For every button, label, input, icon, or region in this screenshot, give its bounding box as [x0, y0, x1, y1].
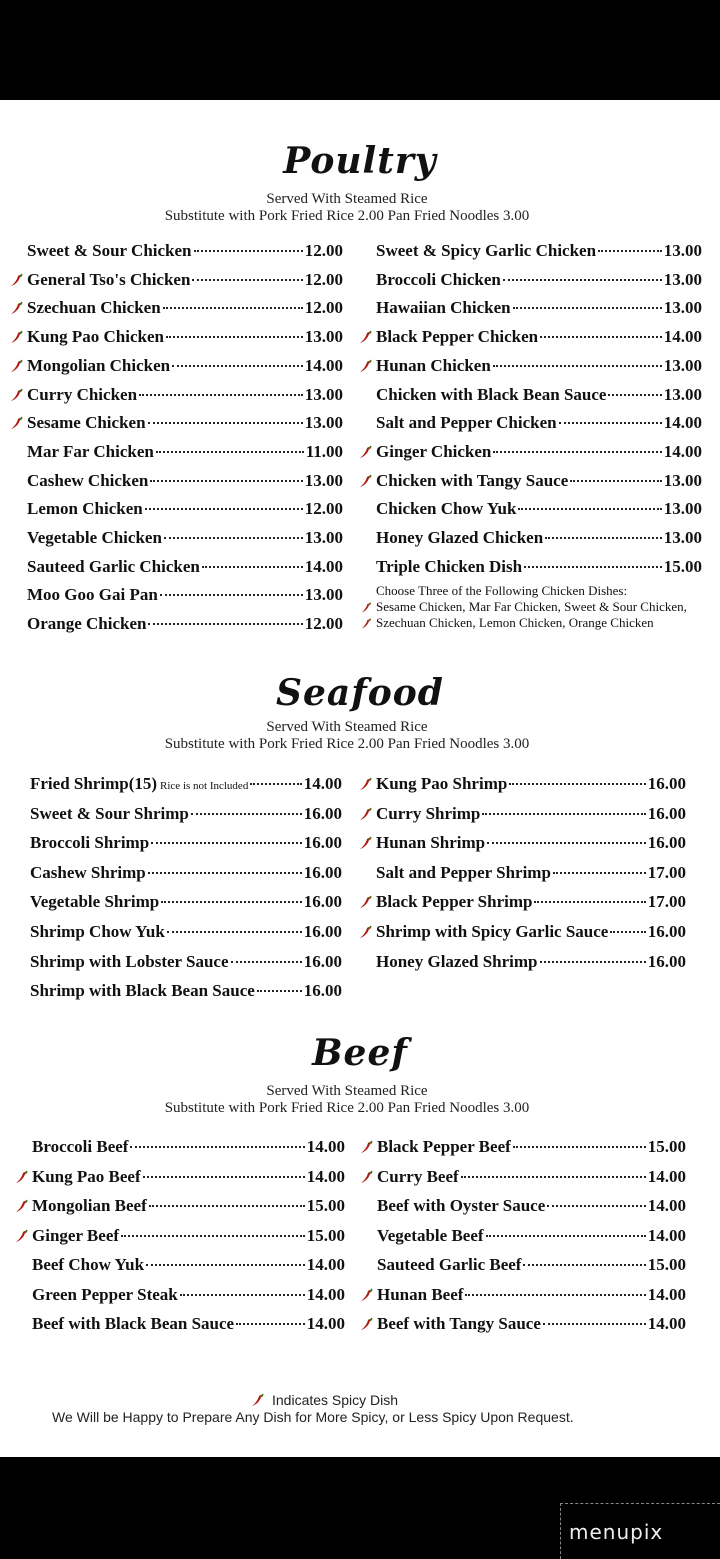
menu-item-price: 15.00 [663, 556, 702, 576]
menu-item [27, 238, 343, 264]
menu-item-name: Ginger Beef [32, 1225, 120, 1245]
dot-leader [151, 842, 302, 844]
menu-item-price: 13.00 [663, 384, 702, 404]
menu-item-name: Sweet & Sour Chicken [27, 241, 192, 260]
menu-item [27, 525, 343, 551]
chili-pepper-icon [359, 1316, 375, 1332]
menu-item [377, 1311, 686, 1337]
menu-item-name: Sauteed Garlic Beef [377, 1255, 522, 1274]
section-substitute-seafood: Substitute with Pork Fried Rice 2.00 Pan Fried Noodles 3.00 [164, 736, 530, 752]
menu-item [32, 1282, 345, 1308]
menu-item [32, 1193, 345, 1219]
menu-item-price: 16.00 [647, 922, 686, 941]
menu-item-price: 14.00 [663, 413, 702, 433]
menu-item-price: 13.00 [663, 298, 702, 318]
dot-leader [231, 961, 302, 963]
dot-leader [465, 1294, 645, 1296]
menu-item-price: 13.00 [663, 269, 702, 289]
menu-item [32, 1223, 345, 1249]
menu-item [376, 295, 702, 321]
dot-leader [160, 594, 303, 596]
dot-leader [553, 872, 646, 874]
menu-item-name: Broccoli Beef [32, 1137, 129, 1156]
menu-item-name: Black Pepper Chicken [376, 327, 539, 347]
menu-item-name: Black Pepper Shrimp [376, 892, 533, 912]
menu-item-name: Chicken with Black Bean Sauce [376, 384, 607, 404]
section-substitute-poultry: Substitute with Pork Fried Rice 2.00 Pan Fried Noodles 3.00 [164, 208, 530, 224]
section-substitute-beef: Substitute with Pork Fried Rice 2.00 Pan Fried Noodles 3.00 [164, 1100, 530, 1116]
dot-leader [493, 451, 661, 453]
dot-leader [503, 279, 662, 281]
menu-item-name: Hunan Chicken [376, 355, 491, 375]
menu-item-price: 14.00 [306, 1284, 345, 1304]
menu-item [376, 919, 686, 945]
menu-item [27, 324, 343, 350]
menu-item-price: 16.00 [647, 803, 686, 823]
menu-item-name: Orange Chicken [27, 614, 147, 634]
dot-leader [148, 623, 302, 625]
menu-item-price: 14.00 [306, 1137, 345, 1156]
menu-item-price: 14.00 [306, 1314, 345, 1333]
menu-item [376, 801, 686, 827]
menu-item-name: Honey Glazed Chicken [376, 528, 544, 547]
dot-leader [487, 842, 646, 844]
menu-item-name: Vegetable Chicken [27, 528, 162, 547]
menu-item-price: 14.00 [306, 1166, 345, 1186]
menu-item-name: Shrimp with Black Bean Sauce [30, 981, 255, 1001]
menu-item-note: Rice is not Included [160, 780, 249, 792]
menu-item [376, 949, 686, 975]
dot-leader [547, 1205, 646, 1207]
menu-item [32, 1252, 345, 1278]
menu-item [377, 1223, 686, 1249]
dot-leader [156, 451, 304, 453]
menu-item-name: Szechuan Chicken [27, 298, 161, 318]
menu-item-price: 16.00 [647, 774, 686, 793]
dot-leader [545, 537, 662, 539]
chili-pepper-icon [358, 444, 374, 460]
menu-item [376, 238, 702, 264]
dot-leader [172, 365, 303, 367]
menu-item-price: 13.00 [304, 327, 343, 347]
chili-pepper-icon [9, 358, 25, 374]
chili-pepper-icon [250, 1392, 266, 1408]
section-title-seafood: Seafood [276, 672, 444, 714]
dot-leader [534, 901, 645, 903]
menu-item-price: 16.00 [303, 922, 342, 941]
menu-item-price: 14.00 [663, 327, 702, 347]
menu-item [30, 860, 342, 886]
menu-item-price: 15.00 [647, 1255, 686, 1274]
dot-leader [540, 336, 662, 338]
section-title-poultry: Poultry [283, 140, 437, 182]
menu-item-name: Mongolian Chicken [27, 355, 171, 375]
menu-item [377, 1193, 686, 1219]
dot-leader [257, 990, 302, 992]
menu-item-price: 16.00 [303, 803, 342, 823]
dot-leader [139, 394, 303, 396]
menu-item [377, 1134, 686, 1160]
dot-leader [513, 1146, 646, 1148]
menu-item [30, 801, 342, 827]
menu-item [376, 830, 686, 856]
menu-item-name: Salt and Pepper Shrimp [376, 862, 551, 882]
menu-item-name: Beef with Oyster Sauce [377, 1196, 546, 1215]
section-note-beef: Served With Steamed Rice [266, 1083, 428, 1099]
menu-item [30, 949, 342, 975]
menu-item-name: Mongolian Beef [32, 1196, 147, 1215]
menu-item [27, 554, 343, 580]
section-note-seafood: Served With Steamed Rice [266, 719, 428, 735]
menu-item-name: Kung Pao Beef [32, 1166, 141, 1186]
menu-item-price: 13.00 [304, 413, 343, 433]
menu-item [27, 582, 343, 608]
dot-leader [148, 422, 303, 424]
menu-item-name: Black Pepper Beef [377, 1137, 511, 1156]
menu-item [376, 382, 702, 408]
menu-item-name: Broccoli Shrimp [30, 833, 150, 853]
menu-item-price: 16.00 [303, 981, 342, 1001]
menu-item-price: 16.00 [303, 862, 342, 882]
menu-item-name: Hunan Beef [377, 1284, 464, 1304]
menu-item [376, 525, 702, 551]
dot-leader [513, 307, 662, 309]
menu-item-name: Green Pepper Steak [32, 1284, 178, 1304]
dot-leader [461, 1176, 646, 1178]
menu-item-name: Chicken with Tangy Sauce [376, 470, 569, 490]
menu-item-name: Curry Chicken [27, 384, 138, 404]
menu-item-price: 14.00 [647, 1284, 686, 1304]
menu-item-name: Salt and Pepper Chicken [376, 413, 557, 433]
menu-item-name: Cashew Shrimp [30, 862, 146, 882]
menu-item-price: 16.00 [647, 833, 686, 853]
menu-item-name: Ginger Chicken [376, 441, 492, 461]
dot-leader [164, 537, 303, 539]
chili-pepper-icon [358, 358, 374, 374]
menu-item [30, 830, 342, 856]
menu-item [376, 889, 686, 915]
menu-item-price: 14.00 [303, 774, 342, 793]
menu-item-price: 14.00 [304, 355, 343, 375]
menu-item-name: Fried Shrimp(15) [30, 774, 158, 793]
menu-item [27, 496, 343, 522]
chili-pepper-icon [358, 776, 374, 792]
menu-item-price: 13.00 [304, 585, 343, 605]
menu-item [377, 1282, 686, 1308]
dot-leader [145, 508, 303, 510]
menu-item [30, 771, 342, 797]
menu-item-price: 14.00 [663, 441, 702, 461]
spicy-request-note: We Will be Happy to Prepare Any Dish for More Spicy, or Less Spicy Upon Request. [52, 1409, 574, 1425]
dot-leader [180, 1294, 305, 1296]
menu-item [376, 554, 702, 580]
menu-item-name: Moo Goo Gai Pan [27, 585, 158, 605]
menupix-watermark: menupix [560, 1503, 720, 1559]
chili-pepper-icon [9, 387, 25, 403]
chili-pepper-icon [358, 894, 374, 910]
dot-leader [163, 307, 303, 309]
menu-item-price: 13.00 [663, 528, 702, 547]
dot-leader [486, 1235, 646, 1237]
menu-item-price: 12.00 [304, 241, 343, 260]
dot-leader [523, 1264, 645, 1266]
dot-leader [540, 961, 646, 963]
menu-item [376, 860, 686, 886]
menu-item-price: 13.00 [663, 355, 702, 375]
chili-pepper-icon [359, 1169, 375, 1185]
dot-leader [482, 813, 645, 815]
menu-item [32, 1311, 345, 1337]
chili-pepper-icon [9, 272, 25, 288]
menu-item-price: 17.00 [647, 862, 686, 882]
triple-dish-options-text-1: Sesame Chicken, Mar Far Chicken, Sweet & Sour Chicken, [376, 599, 687, 614]
menu-item-name: Lemon Chicken [27, 499, 143, 519]
menu-item-price: 17.00 [647, 892, 686, 912]
menu-item [30, 919, 342, 945]
menu-item-name: Beef with Black Bean Sauce [32, 1314, 235, 1333]
menu-item-name: Honey Glazed Shrimp [376, 951, 538, 971]
menu-item-name: Beef Chow Yuk [32, 1255, 145, 1274]
chili-pepper-icon [9, 300, 25, 316]
menu-item-name: Sweet & Spicy Garlic Chicken [376, 241, 597, 260]
menu-item [376, 771, 686, 797]
chili-pepper-icon [360, 617, 373, 630]
menu-item [376, 496, 702, 522]
top-black-bar [0, 0, 720, 100]
menu-item [27, 439, 343, 465]
dot-leader [166, 336, 303, 338]
menu-item-price: 13.00 [663, 241, 702, 260]
menu-item [32, 1134, 345, 1160]
menu-item-name: Hunan Shrimp [376, 833, 486, 853]
menu-item-name: Mar Far Chicken [27, 441, 154, 461]
menu-item [376, 324, 702, 350]
menu-item [376, 267, 702, 293]
menu-item-name: Shrimp with Spicy Garlic Sauce [376, 922, 609, 941]
menu-item-name: Sweet & Sour Shrimp [30, 803, 189, 823]
menu-item-name: Hawaiian Chicken [376, 298, 511, 318]
menu-item [376, 353, 702, 379]
menu-item-price: 15.00 [306, 1225, 345, 1245]
menu-item-price: 14.00 [647, 1225, 686, 1245]
dot-leader [543, 1323, 646, 1325]
dot-leader [192, 279, 302, 281]
menu-item-price: 16.00 [647, 951, 686, 971]
menu-item-name: Vegetable Beef [377, 1225, 484, 1245]
dot-leader [146, 1264, 305, 1266]
menu-item-price: 14.00 [647, 1314, 686, 1333]
chili-pepper-icon [360, 601, 373, 614]
dot-leader [598, 250, 662, 252]
dot-leader [130, 1146, 304, 1148]
chili-pepper-icon [358, 924, 374, 940]
menu-item-name: Beef with Tangy Sauce [377, 1314, 541, 1333]
triple-dish-options-1 [376, 599, 687, 615]
dot-leader [524, 566, 662, 568]
menu-item [27, 353, 343, 379]
dot-leader [509, 783, 645, 785]
dot-leader [518, 508, 661, 510]
chili-pepper-icon [14, 1198, 30, 1214]
menu-item-name: Vegetable Shrimp [30, 892, 160, 912]
menu-item-price: 13.00 [663, 499, 702, 519]
menu-item-name: Curry Shrimp [376, 803, 481, 823]
menu-item [377, 1252, 686, 1278]
menu-item-price: 15.00 [306, 1196, 345, 1215]
menu-item-name: Kung Pao Chicken [27, 327, 164, 347]
dot-leader [610, 931, 645, 933]
dot-leader [121, 1235, 305, 1237]
menu-item [376, 439, 702, 465]
menu-item [30, 978, 342, 1004]
menu-item-name: Broccoli Chicken [376, 269, 501, 289]
menu-item-price: 12.00 [304, 269, 343, 289]
dot-leader [191, 813, 302, 815]
menu-item [376, 410, 702, 436]
menu-item-name: Shrimp with Lobster Sauce [30, 951, 229, 971]
menu-item [27, 611, 343, 637]
chili-pepper-icon [358, 806, 374, 822]
spicy-legend: Indicates Spicy Dish [272, 1392, 399, 1408]
menu-item-name: Shrimp Chow Yuk [30, 922, 165, 941]
menu-item-price: 13.00 [304, 528, 343, 547]
dot-leader [167, 931, 302, 933]
menu-item [30, 889, 342, 915]
menu-item-price: 15.00 [647, 1137, 686, 1156]
chili-pepper-icon [9, 415, 25, 431]
menu-item-name: Triple Chicken Dish [376, 556, 523, 576]
menu-item-price: 12.00 [304, 499, 343, 519]
dot-leader [161, 901, 302, 903]
menu-item-price: 14.00 [647, 1196, 686, 1215]
menu-item-price: 16.00 [303, 951, 342, 971]
menu-item-name: Kung Pao Shrimp [376, 774, 508, 793]
chili-pepper-icon [9, 329, 25, 345]
section-note-poultry: Served With Steamed Rice [266, 191, 428, 207]
chili-pepper-icon [358, 835, 374, 851]
menu-item-price: 14.00 [306, 1255, 345, 1274]
chili-pepper-icon [358, 329, 374, 345]
menu-item [27, 468, 343, 494]
menu-item-name: Chicken Chow Yuk [376, 499, 517, 519]
menu-item-price: 16.00 [303, 892, 342, 912]
chili-pepper-icon [14, 1228, 30, 1244]
dot-leader [493, 365, 662, 367]
section-title-beef: Beef [312, 1032, 408, 1074]
chili-pepper-icon [359, 1287, 375, 1303]
dot-leader [148, 872, 302, 874]
menu-item-name: Sesame Chicken [27, 413, 146, 433]
menu-item [32, 1164, 345, 1190]
dot-leader [570, 480, 662, 482]
chili-pepper-icon [14, 1169, 30, 1185]
dot-leader [250, 783, 301, 785]
dot-leader [236, 1323, 305, 1325]
triple-dish-options-2 [376, 615, 654, 631]
dot-leader [194, 250, 303, 252]
menu-item-name: Sauteed Garlic Chicken [27, 556, 200, 576]
menu-item [27, 295, 343, 321]
menu-item-name: Cashew Chicken [27, 470, 149, 490]
menu-item [376, 468, 702, 494]
menu-item-price: 11.00 [305, 441, 343, 461]
menu-item [27, 382, 343, 408]
menu-item-price: 16.00 [303, 833, 342, 853]
menu-item-price: 14.00 [304, 556, 343, 576]
dot-leader [608, 394, 661, 396]
dot-leader [559, 422, 662, 424]
menu-item-price: 12.00 [304, 298, 343, 318]
chili-pepper-icon [359, 1139, 375, 1155]
menu-item-price: 14.00 [647, 1166, 686, 1186]
dot-leader [149, 1205, 305, 1207]
triple-dish-options-text-2: Szechuan Chicken, Lemon Chicken, Orange Chicken [376, 615, 654, 630]
triple-dish-note: Choose Three of the Following Chicken Dishes: [376, 583, 628, 598]
menu-item-price: 12.00 [304, 614, 343, 634]
menu-item [27, 267, 343, 293]
chili-pepper-icon [358, 473, 374, 489]
menu-item-price: 13.00 [304, 470, 343, 490]
menu-item [377, 1164, 686, 1190]
menu-item-price: 13.00 [663, 470, 702, 490]
menu-item-price: 13.00 [304, 384, 343, 404]
dot-leader [143, 1176, 305, 1178]
dot-leader [202, 566, 303, 568]
menu-item-name: General Tso's Chicken [27, 269, 191, 289]
menu-item-name: Curry Beef [377, 1166, 459, 1186]
menu-item [27, 410, 343, 436]
dot-leader [150, 480, 302, 482]
